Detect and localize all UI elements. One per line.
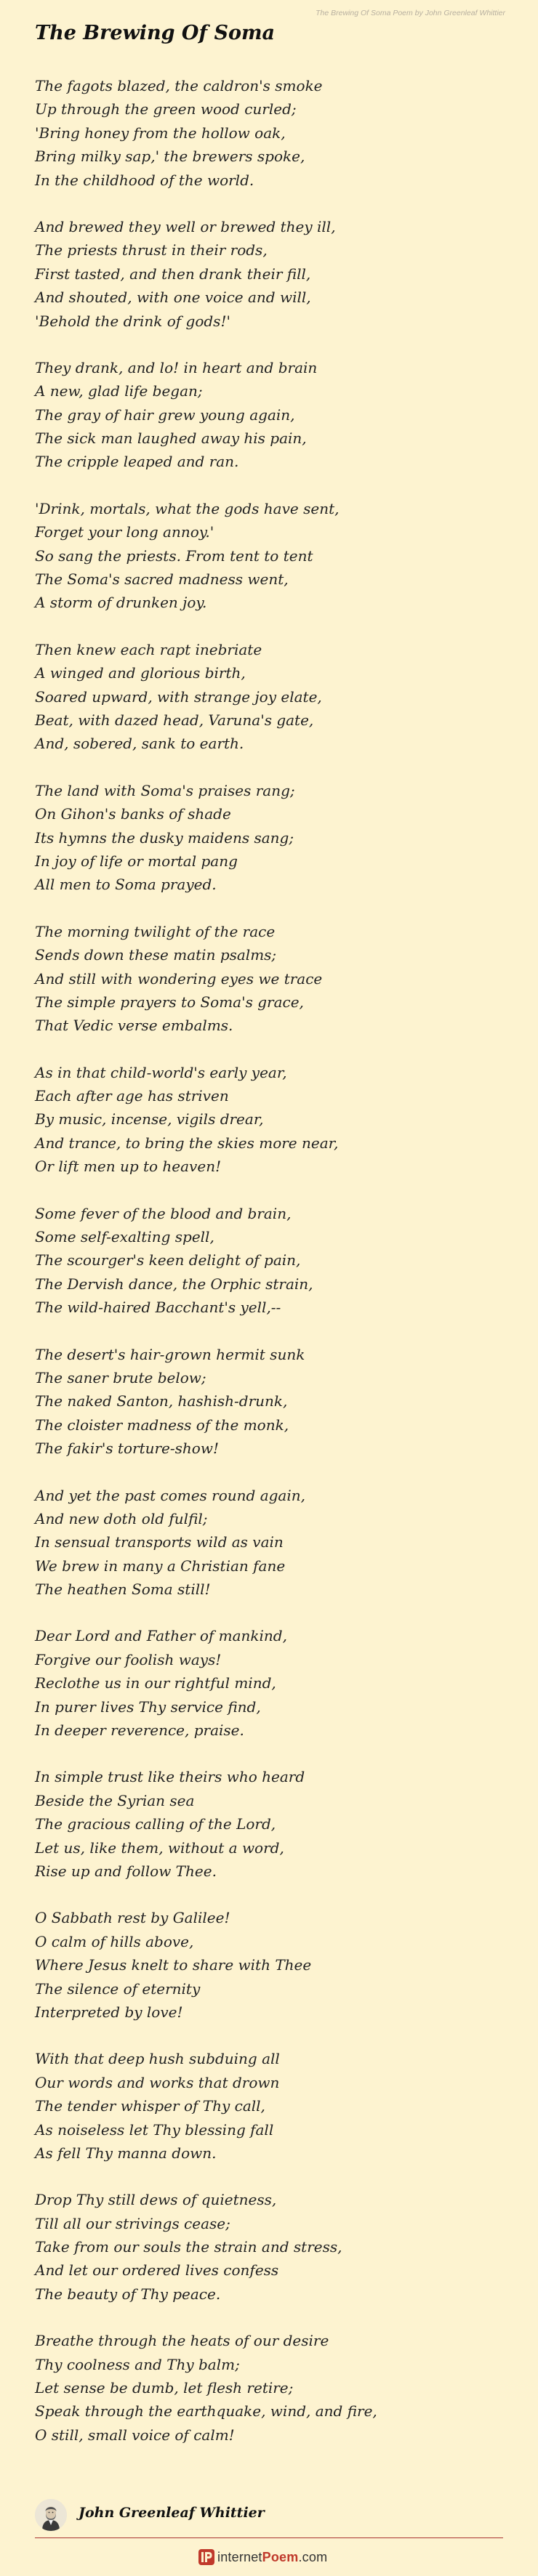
poem-line: By music, incense, vigils drear, xyxy=(35,1110,264,1128)
poem-line: Where Jesus knelt to share with Thee xyxy=(35,1956,312,1974)
poem-line: O Sabbath rest by Galilee! xyxy=(35,1909,230,1927)
internetpoem-logo[interactable] xyxy=(198,2547,327,2567)
poem-line: Some fever of the blood and brain, xyxy=(35,1204,292,1222)
poem-line: Its hymns the dusky maidens sang; xyxy=(35,828,294,847)
poem-line: The cripple leaped and ran. xyxy=(35,453,239,471)
poem-line: Speak through the earthquake, wind, and fire, xyxy=(35,2402,377,2420)
poem-line: Forgive our foolish ways! xyxy=(35,1650,222,1668)
stanza xyxy=(35,2047,500,2165)
poem-line: All men to Soma prayed. xyxy=(35,876,217,894)
poem-line: O still, small voice of calm! xyxy=(35,2426,235,2444)
poem-line: And still with wondering eyes we trace xyxy=(35,969,323,988)
stanza xyxy=(35,1624,500,1742)
poem-line: In the childhood of the world. xyxy=(35,171,254,189)
source-caption: The Brewing Of Soma Poem by John Greenleaf Whittier xyxy=(316,9,505,17)
poem-line: We brew in many a Christian fane xyxy=(35,1556,286,1575)
poem-line: Soared upward, with strange joy elate, xyxy=(35,687,322,706)
brand-text xyxy=(217,2550,327,2565)
poem-line: The wild-haired Bacchant's yell,-- xyxy=(35,1299,281,1317)
poem-line: They drank, and lo! in heart and brain xyxy=(35,358,318,376)
poem-line: Sends down these matin psalms; xyxy=(35,946,277,964)
stanza xyxy=(35,1765,500,1883)
poem-line: In purer lives Thy service find, xyxy=(35,1697,261,1716)
author-portrait-icon xyxy=(35,2499,67,2531)
poem-line: And brewed they well or brewed they ill, xyxy=(35,217,336,235)
stanza xyxy=(35,1202,500,1320)
header xyxy=(0,0,538,51)
poem-line: As in that child-world's early year, xyxy=(35,1063,287,1081)
poem-line: Up through the green wood curled; xyxy=(35,100,297,118)
poem-line: And let our ordered lives confess xyxy=(35,2261,279,2280)
poem-line: Breathe through the heats of our desire xyxy=(35,2332,329,2350)
poem-line: The desert's hair-grown hermit sunk xyxy=(35,1345,305,1363)
poem-line: Then knew each rapt inebriate xyxy=(35,640,262,658)
poem-line: Bring milky sap,' the brewers spoke, xyxy=(35,148,305,166)
poem-line: First tasted, and then drank their fill, xyxy=(35,265,311,283)
poem-line: The saner brute below; xyxy=(35,1368,206,1386)
poem-line: The Dervish dance, the Orphic strain, xyxy=(35,1275,313,1293)
poem-line: The heathen Soma still! xyxy=(35,1580,211,1599)
poem-line: In joy of life or mortal pang xyxy=(35,852,238,870)
poem-line: The land with Soma's praises rang; xyxy=(35,781,295,799)
poem-line: A winged and glorious birth, xyxy=(35,664,246,682)
brand-suffix: .com xyxy=(298,2549,328,2564)
poem-line: The fagots blazed, the caldron's smoke xyxy=(35,77,323,94)
poem-line: The gray of hair grew young again, xyxy=(35,405,295,424)
poem-line: The silence of eternity xyxy=(35,1979,201,1998)
poem-line: With that deep hush subduing all xyxy=(35,2050,280,2068)
poem-line: Beat, with dazed head, Varuna's gate, xyxy=(35,711,314,729)
poem-line: The cloister madness of the monk, xyxy=(35,1416,289,1434)
poem-line: On Gihon's banks of shade xyxy=(35,805,231,823)
poem-line: 'Drink, mortals, what the gods have sent, xyxy=(35,499,340,517)
poem-line: So sang the priests. From tent to tent xyxy=(35,546,313,565)
poem-line: Some self-exalting spell, xyxy=(35,1228,214,1246)
stanza xyxy=(35,638,500,756)
poem-line: 'Behold the drink of gods!' xyxy=(35,312,230,330)
author-name[interactable]: John Greenleaf Whittier xyxy=(79,2505,265,2521)
stanza xyxy=(35,779,500,897)
poem-line: The naked Santon, hashish-drunk, xyxy=(35,1392,288,1410)
poem-line: Each after age has striven xyxy=(35,1087,229,1105)
poem-line: Dear Lord and Father of mankind, xyxy=(35,1627,287,1645)
stanza xyxy=(35,497,500,615)
poem-line: 'Bring honey from the hollow oak, xyxy=(35,124,286,142)
poem-line: A new, glad life began; xyxy=(35,382,203,400)
poem-line: Interpreted by love! xyxy=(35,2003,183,2021)
poem-line: The tender whisper of Thy call, xyxy=(35,2097,265,2115)
poem-line: And new doth old fulfil; xyxy=(35,1509,208,1527)
poem-line: Let us, like them, without a word, xyxy=(35,1838,284,1857)
poem-line: Or lift men up to heaven! xyxy=(35,1158,222,1176)
author-row[interactable] xyxy=(35,2498,503,2541)
poem-line: The gracious calling of the Lord, xyxy=(35,1815,276,1833)
poem-line: The Soma's sacred madness went, xyxy=(35,570,289,589)
poem-line: As noiseless let Thy blessing fall xyxy=(35,2120,274,2139)
poem-line: Rise up and follow Thee. xyxy=(35,1862,217,1880)
stanza xyxy=(35,1061,500,1179)
poem-line: And shouted, with one voice and will, xyxy=(35,288,311,307)
stanza xyxy=(35,1484,500,1602)
poem-line: And trance, to bring the skies more near, xyxy=(35,1134,339,1152)
poem-line: Our words and works that drown xyxy=(35,2073,280,2091)
poem-line: Forget your long annoy.' xyxy=(35,523,214,541)
poem-line: The simple prayers to Soma's grace, xyxy=(35,993,304,1011)
poem-line: The priests thrust in their rods, xyxy=(35,241,268,259)
poem-line: In sensual transports wild as vain xyxy=(35,1533,284,1551)
poem-line: Take from our souls the strain and stress, xyxy=(35,2238,342,2256)
poem-line: In deeper reverence, praise. xyxy=(35,1721,244,1740)
poem-line: Thy coolness and Thy balm; xyxy=(35,2355,240,2373)
stanza xyxy=(35,356,500,474)
brand-accent: Poem xyxy=(262,2549,299,2564)
poem-line: Till all our strivings cease; xyxy=(35,2214,230,2232)
poem-line: That Vedic verse embalms. xyxy=(35,1017,233,1035)
stanza xyxy=(35,215,500,333)
poem-line: Reclothe us in our rightful mind, xyxy=(35,1674,276,1692)
avatar[interactable] xyxy=(35,2499,67,2531)
poem-line: Drop Thy still dews of quietness, xyxy=(35,2191,277,2209)
poem-line: And yet the past comes round again, xyxy=(35,1486,305,1504)
stanza xyxy=(35,2329,500,2447)
footer-divider xyxy=(35,2537,503,2538)
stanza xyxy=(35,920,500,1038)
poem-line: Beside the Syrian sea xyxy=(35,1791,195,1809)
poem-line: The scourger's keen delight of pain, xyxy=(35,1251,301,1269)
internetpoem-logo-icon xyxy=(198,2548,215,2566)
stanza xyxy=(35,1343,500,1461)
poem-line: O calm of hills above, xyxy=(35,1932,194,1950)
poem-line: And, sobered, sank to earth. xyxy=(35,735,244,753)
stanza xyxy=(35,1906,500,2024)
poem-line: The morning twilight of the race xyxy=(35,922,276,940)
poem-line: As fell Thy manna down. xyxy=(35,2144,217,2162)
brand-prefix: internet xyxy=(217,2549,262,2564)
poem-line: Let sense be dumb, let flesh retire; xyxy=(35,2379,294,2397)
stanza xyxy=(35,74,500,192)
poem-line: In simple trust like theirs who heard xyxy=(35,1768,305,1786)
poem-line: The beauty of Thy peace. xyxy=(35,2285,221,2303)
poem-body xyxy=(35,74,500,2470)
poem-line: A storm of drunken joy. xyxy=(35,594,207,612)
poem-title: The Brewing Of Soma xyxy=(35,22,276,44)
poem-line: The sick man laughed away his pain, xyxy=(35,429,307,448)
poem-line: The fakir's torture-show! xyxy=(35,1440,219,1458)
stanza xyxy=(35,2188,500,2306)
